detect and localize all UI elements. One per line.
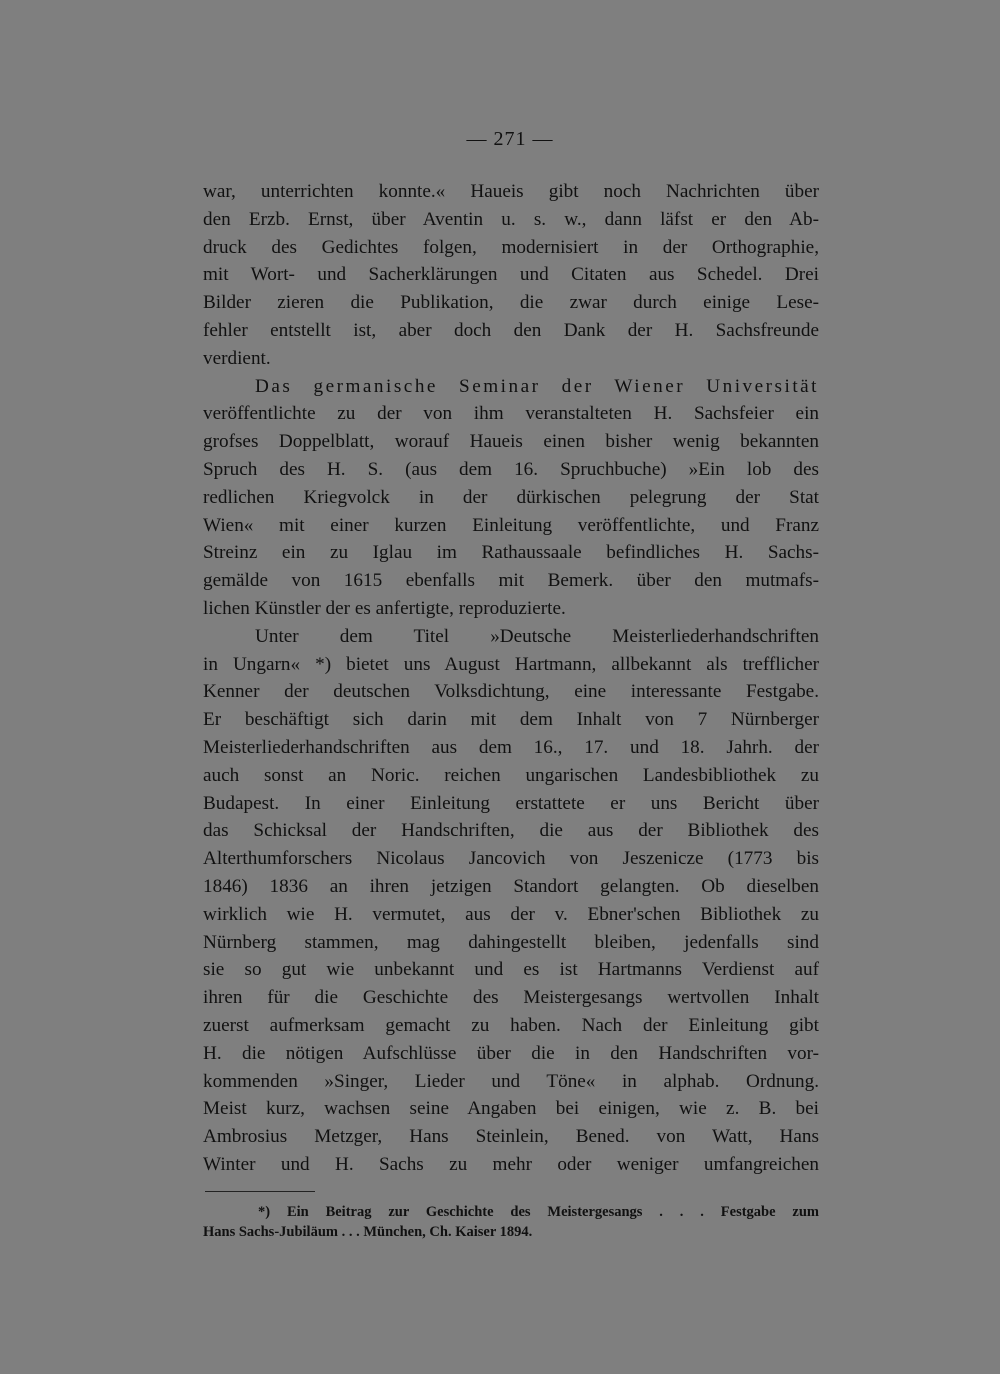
text-line: Unter dem Titel »Deutsche Meisterliederhandschriften bbox=[255, 625, 819, 647]
footnote-divider bbox=[205, 1191, 315, 1192]
text-line: Das germanische Seminar der Wiener Universität bbox=[255, 375, 819, 397]
page-number: — 271 — bbox=[466, 128, 554, 150]
text-line: ihren für die Geschichte des Meistergesangs wertvollen Inhalt bbox=[203, 987, 819, 1009]
footnote-line: Hans Sachs-Jubiläum . . . München, Ch. Kaiser 1894. bbox=[203, 1224, 533, 1240]
text-line: auch sonst an Noric. reichen ungarischen Landesbibliothek zu bbox=[203, 764, 819, 786]
text-line: Bilder zieren die Publikation, die zwar durch einige Lese- bbox=[203, 292, 819, 314]
footnote bbox=[203, 1202, 819, 1242]
text-line: veröffentlichte zu der von ihm veranstalteten H. Sachsfeier ein bbox=[203, 403, 819, 425]
text-line: Meist kurz, wachsen seine Angaben bei einigen, wie z. B. bei bbox=[203, 1098, 819, 1120]
text-line: kommenden »Singer, Lieder und Töne« in alphab. Ordnung. bbox=[203, 1070, 819, 1092]
text-line: wirklich wie H. vermutet, aus der v. Ebner'schen Bibliothek zu bbox=[203, 903, 819, 925]
text-line: Alterthumforschers Nicolaus Jancovich von Jeszenicze (1773 bis bbox=[203, 848, 819, 870]
text-line: in Ungarn« *) bietet uns August Hartmann, allbekannt als trefflicher bbox=[203, 653, 819, 675]
text-line: Ambrosius Metzger, Hans Steinlein, Bened. von Watt, Hans bbox=[203, 1126, 819, 1148]
text-line: Streinz ein zu Iglau im Rathaussaale befindliches H. Sachs- bbox=[203, 542, 819, 564]
text-line: redlichen Kriegvolck in der dürkischen pelegrung der Stat bbox=[203, 486, 819, 508]
text-line: Spruch des H. S. (aus dem 16. Spruchbuche) »Ein lob des bbox=[203, 458, 819, 480]
text-line: fehler entstellt ist, aber doch den Dank der H. Sachsfreunde bbox=[203, 319, 819, 341]
text-line: druck des Gedichtes folgen, modernisiert in der Orthographie, bbox=[203, 236, 819, 258]
text-line: zuerst aufmerksam gemacht zu haben. Nach der Einleitung gibt bbox=[203, 1014, 819, 1036]
text-line: Budapest. In einer Einleitung erstattete er uns Bericht über bbox=[203, 792, 819, 814]
text-line: 1846) 1836 an ihren jetzigen Standort gelangten. Ob dieselben bbox=[203, 875, 819, 897]
text-line: verdient. bbox=[203, 347, 271, 369]
text-line: sie so gut wie unbekannt und es ist Hartmanns Verdienst auf bbox=[203, 959, 819, 981]
text-line: grofses Doppelblatt, worauf Haueis einen bisher wenig bekannten bbox=[203, 431, 819, 453]
body-text bbox=[203, 178, 819, 1179]
text-line: gemälde von 1615 ebenfalls mit Bemerk. über den mutmafs- bbox=[203, 570, 819, 592]
text-line: Winter und H. Sachs zu mehr oder weniger umfangreichen bbox=[203, 1153, 819, 1175]
text-line: Wien« mit einer kurzen Einleitung veröffentlichte, und Franz bbox=[203, 514, 819, 536]
text-line: war, unterrichten konnte.« Haueis gibt noch Nachrichten über bbox=[203, 181, 819, 202]
text-line: Er beschäftigt sich darin mit dem Inhalt von 7 Nürnberger bbox=[203, 709, 819, 731]
text-line: Meisterliederhandschriften aus dem 16., 17. und 18. Jahrh. der bbox=[203, 736, 819, 758]
text-line: Kenner der deutschen Volksdichtung, eine interessante Festgabe. bbox=[203, 681, 819, 703]
text-line: H. die nötigen Aufschlüsse über die in den Handschriften vor- bbox=[203, 1042, 819, 1064]
text-line: das Schicksal der Handschriften, die aus der Bibliothek des bbox=[203, 820, 819, 842]
text-line: mit Wort- und Sacherklärungen und Citaten aus Schedel. Drei bbox=[203, 264, 819, 286]
footnote-line: *) Ein Beitrag zur Geschichte des Meistergesangs . . . Festgabe zum bbox=[258, 1204, 819, 1220]
text-line: Nürnberg stammen, mag dahingestellt bleiben, jedenfalls sind bbox=[203, 931, 819, 953]
text-line: den Erzb. Ernst, über Aventin u. s. w., dann läfst er den Ab- bbox=[203, 208, 819, 230]
text-line: lichen Künstler der es anfertigte, reproduzierte. bbox=[203, 597, 566, 619]
